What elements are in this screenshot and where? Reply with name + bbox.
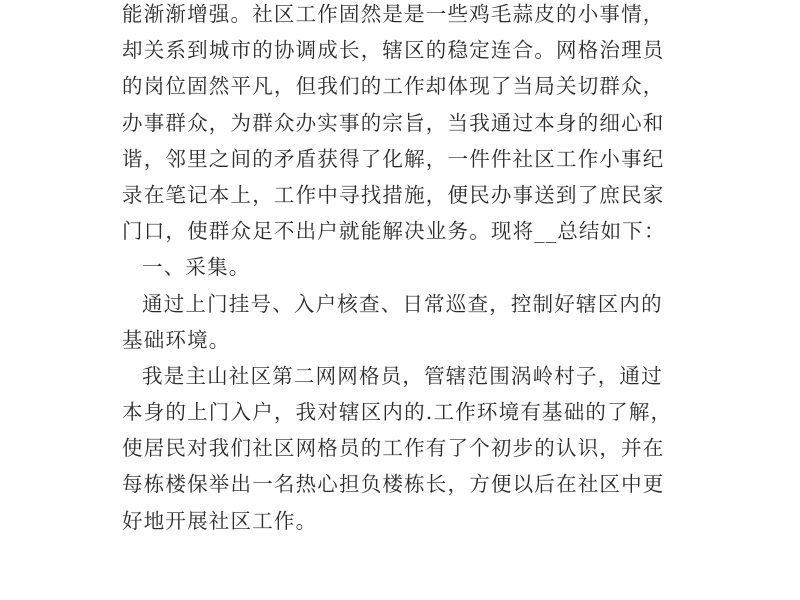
section-heading: 一、采集。 (142, 255, 251, 280)
text-line: 我是主山社区第二网网格员，管辖范围涡岭村子，通过 (142, 363, 663, 388)
text-line: 通过上门挂号、入户核查、日常巡查，控制好辖区内的 (142, 291, 663, 316)
text-line: 却关系到城市的协调成长，辖区的稳定连合。网格治理员 (122, 38, 665, 63)
text-line: 办事群众，为群众办实事的宗旨，当我通过本身的细心和 (122, 110, 665, 135)
text-line: 录在笔记本上，工作中寻找措施，便民办事送到了庶民家 (122, 182, 665, 207)
text-line: 使居民对我们社区网格员的工作有了个初步的认识，并在 (122, 436, 665, 461)
text-line: 基础环境。 (122, 327, 231, 352)
text-line: 门口，使群众足不出户就能解决业务。现将__总结如下： (122, 219, 666, 244)
text-line: 好地开展社区工作。 (122, 508, 318, 533)
document-body (122, 0, 694, 539)
text-line: 的岗位固然平凡，但我们的工作却体现了当局关切群众， (122, 74, 665, 99)
text-line: 每栋楼保举出一名热心担负楼栋长，方便以后在社区中更 (122, 472, 665, 497)
text-line: 谐，邻里之间的矛盾获得了化解，一件件社区工作小事纪 (122, 146, 665, 171)
text-line: 能渐渐增强。社区工作固然是是一些鸡毛蒜皮的小事情， (122, 2, 665, 26)
text-line: 本身的上门入户，我对辖区内的.工作环境有基础的了解， (122, 400, 673, 425)
